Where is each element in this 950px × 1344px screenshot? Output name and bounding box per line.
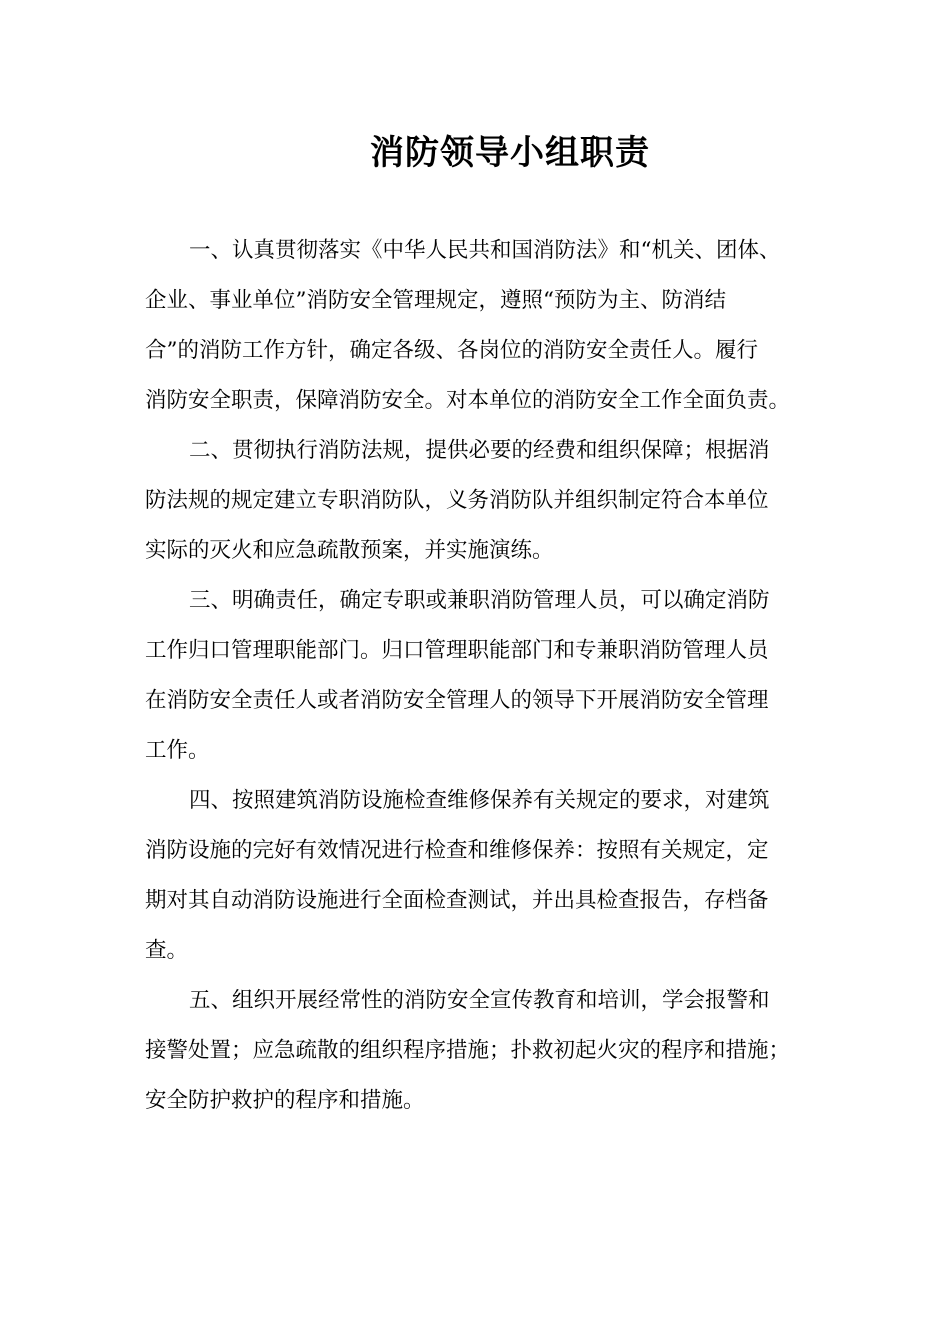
paragraph-2	[145, 426, 835, 576]
paragraph-line: 三、明确责任，确定专职或兼职消防管理人员，可以确定消防	[189, 588, 770, 613]
paragraph-line: 一、认真贯彻落实《中华人民共和国消防法》和“机关、团体、	[189, 238, 781, 263]
paragraph-line: 安全防护救护的程序和措施。	[145, 1088, 425, 1113]
document-title: 消防领导小组职责	[370, 133, 650, 173]
paragraph-line: 接警处置；应急疏散的组织程序措施；扑救初起火灾的程序和措施；	[145, 1038, 791, 1063]
paragraph-line: 四、按照建筑消防设施检查维修保养有关规定的要求，对建筑	[189, 788, 770, 813]
paragraph-line: 五、组织开展经常性的消防安全宣传教育和培训，学会报警和	[189, 988, 770, 1013]
paragraph-line: 工作。	[145, 738, 210, 763]
paragraph-line: 合”的消防工作方针，确定各级、各岗位的消防安全责任人。履行	[145, 338, 758, 363]
paragraph-line: 查。	[145, 938, 189, 963]
document-body	[145, 226, 835, 1126]
paragraph-1	[145, 226, 835, 426]
paragraph-3	[145, 576, 835, 776]
paragraph-line: 在消防安全责任人或者消防安全管理人的领导下开展消防安全管理	[145, 688, 769, 713]
paragraph-5	[145, 976, 835, 1126]
paragraph-line: 消防设施的完好有效情况进行检查和维修保养：按照有关规定，定	[145, 838, 769, 863]
paragraph-line: 工作归口管理职能部门。归口管理职能部门和专兼职消防管理人员	[145, 638, 769, 663]
paragraph-line: 二、贯彻执行消防法规，提供必要的经费和组织保障；根据消	[189, 438, 770, 463]
paragraph-line: 期对其自动消防设施进行全面检查测试，并出具检查报告，存档备	[145, 888, 769, 913]
paragraph-line: 消防安全职责，保障消防安全。对本单位的消防安全工作全面负责。	[145, 388, 791, 413]
paragraph-line: 实际的灭火和应急疏散预案，并实施演练。	[145, 538, 554, 563]
paragraph-line: 企业、事业单位”消防安全管理规定，遵照“预防为主、防消结	[145, 288, 726, 313]
paragraph-line: 防法规的规定建立专职消防队，义务消防队并组织制定符合本单位	[145, 488, 769, 513]
paragraph-4	[145, 776, 835, 976]
